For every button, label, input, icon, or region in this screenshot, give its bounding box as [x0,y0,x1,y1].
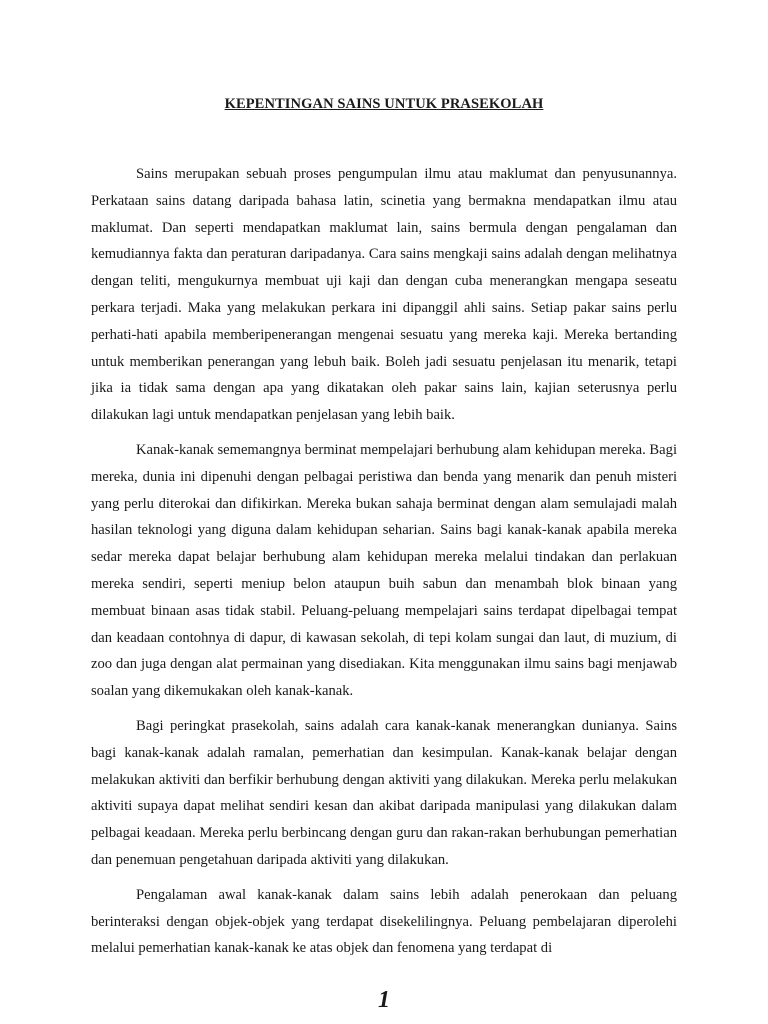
page-number: 1 [378,987,390,1013]
paragraph-4: Pengalaman awal kanak-kanak dalam sains lebih adalah penerokaan dan peluang berinteraksi dengan objek-objek yang terdapat disekelilingnya. Peluang pembelajaran diperolehi melalui pemerhatian kanak-kanak ke atas objek dan fenomena yang terdapat di [91,886,677,957]
document-title: KEPENTINGAN SAINS UNTUK PRASEKOLAH [224,96,544,112]
document-body [91,161,677,970]
paragraph-1: Sains merupakan sebuah proses pengumpulan ilmu atau maklumat dan penyusunannya. Perkataan sains datang daripada bahasa latin, scinetia yang bermakna mendapatkan ilmu atau maklumat. Dan seperti mendapatkan maklumat lain, sains bermula dengan pengalaman dan kemudiannya fakta dan peraturan daripadanya. Cara sains mengkaji sains adalah dengan melihatnya dengan teliti, mengukurnya membuat uji kaji dan dengan cuba menerangkan mengapa seseatu perkara terjadi. Maka yang melakukan perkara ini dipanggil ahli sains. Setiap pakar sains perlu perhati-hati apabila memberipenerangan mengenai sesuatu yang mereka kaji. Mereka bertanding untuk memberikan penerangan yang lebuh baik. Boleh jadi sesuatu penjelasan itu menarik, tetapi jika ia tidak sama dengan apa yang dikatakan oleh pakar sains lain, kajian seterusnya perlu dilakukan lagi untuk mendapatkan penjelasan yang lebih baik. [91,166,677,424]
paragraph-2: Kanak-kanak sememangnya berminat mempelajari berhubung alam kehidupan mereka. Bagi mereka, dunia ini dipenuhi dengan pelbagai peristiwa dan benda yang menarik dan penuh misteri yang perlu diterokai dan difikirkan. Mereka bukan sahaja berminat dengan alam semulajadi malah hasilan teknologi yang diguna dalam kehidupan seharian. Sains bagi kanak-kanak apabila mereka sedar mereka dapat belajar berhubung alam kehidupan mereka melalui tindakan dan perlakuan mereka sendiri, seperti meniup belon ataupun buih sabun dan menambah blok binaan yang membuat binaan asas tidak stabil. Peluang-peluang mempelajari sains terdapat dipelbagai tempat dan keadaan contohnya di dapur, di kawasan sekolah, di tepi kolam sungai dan laut, di muzium, di zoo dan juga dengan alat permainan yang disediakan. Kita menggunakan ilmu sains bagi menjawab soalan yang dikemukakan oleh kanak-kanak. [91,441,677,700]
paragraph-3: Bagi peringkat prasekolah, sains adalah cara kanak-kanak menerangkan dunianya. Sains bagi kanak-kanak adalah ramalan, pemerhatian dan kesimpulan. Kanak-kanak belajar dengan melakukan aktiviti dan berfikir berhubung dengan aktiviti yang dilakukan. Mereka perlu melakukan aktiviti supaya dapat melihat sendiri kesan dan akibat daripada manipulasi yang dilakukan dalam pelbagai keadaan. Mereka perlu berbincang dengan guru dan rakan-rakan berhubungan pemerhatian dan penemuan pengetahuan daripada aktiviti yang dilakukan. [91,717,677,868]
